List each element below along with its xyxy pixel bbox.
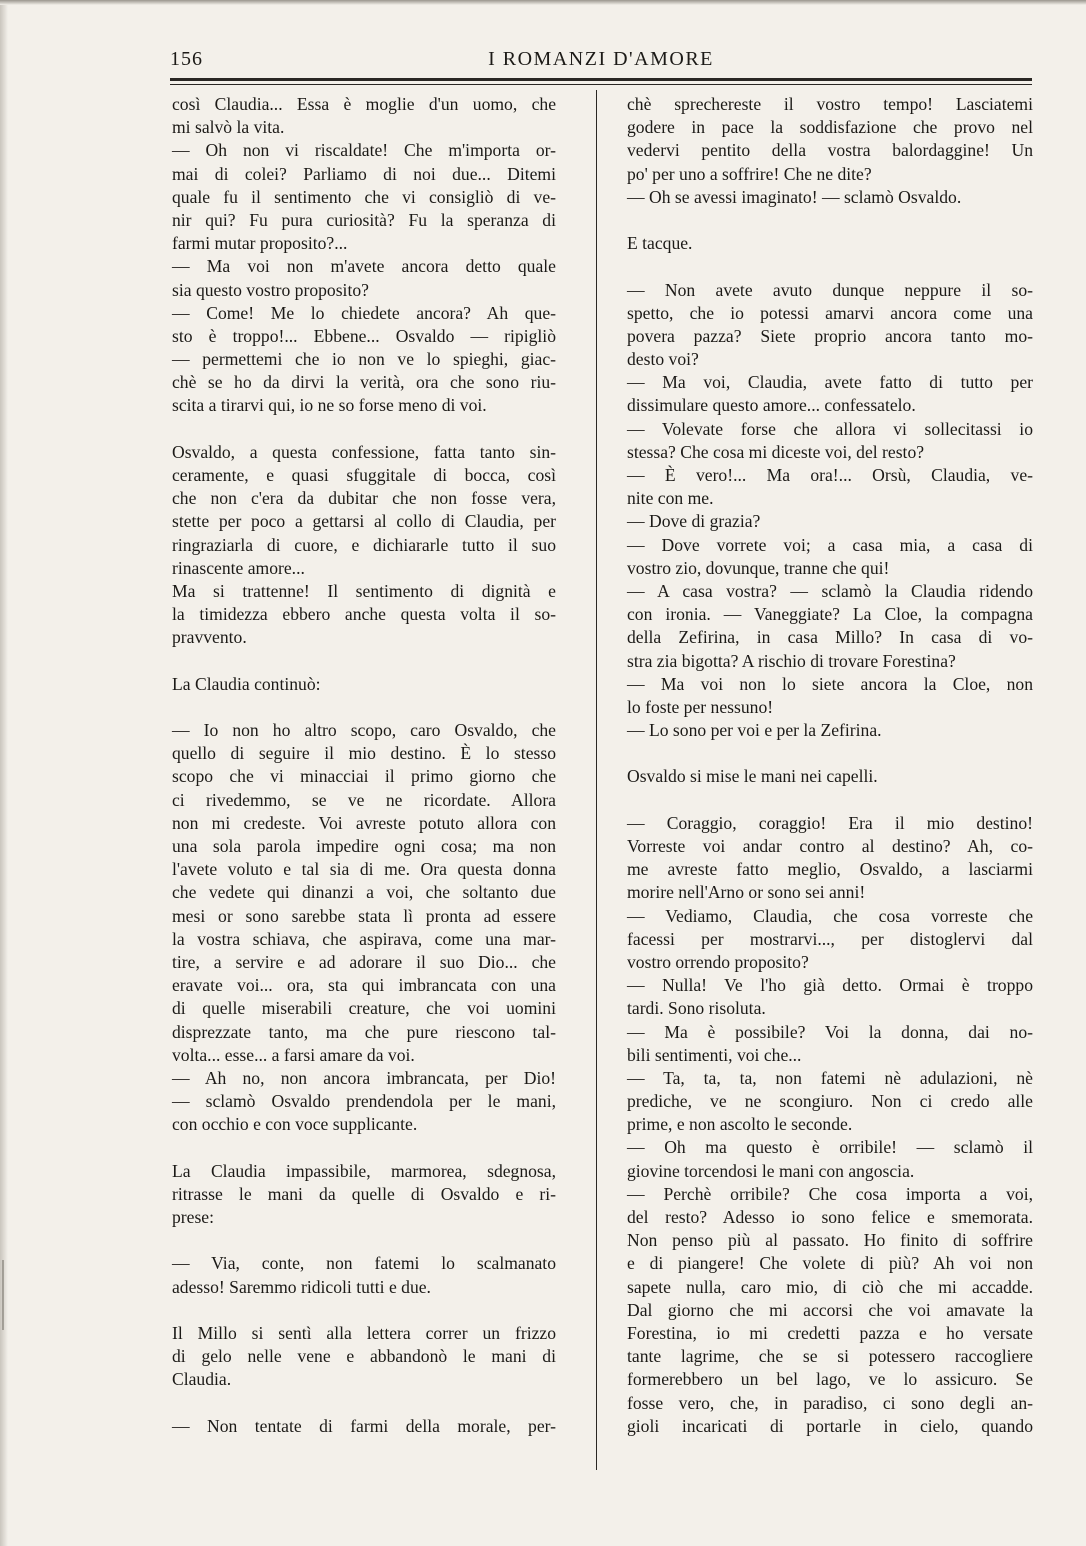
text-line: Il Millo si sentì alla lettera correr un frizzo (172, 1322, 556, 1343)
text-line: — Non tentate di farmi della morale, per- (172, 1415, 556, 1436)
text-line: desto voi? (627, 349, 699, 370)
right-text-column (627, 93, 1033, 1438)
text-line: — È vero!... Ma ora!... Orsù, Claudia, ve- (627, 465, 1033, 485)
text-line: l'avete voluto e tal sia di me. Ora questa donna (172, 859, 556, 880)
text-line: di gelo nelle vene e abbandonò le mani di (172, 1346, 556, 1367)
text-line: quale fu il sentimento che vi consigliò di ve- (172, 186, 556, 207)
text-line: — Ma voi non lo siete ancora la Cloe, non (627, 673, 1033, 694)
text-line: eravate voi... ora, sta qui imbrancata con una (172, 975, 556, 996)
text-line: con occhio e con voce supplicante. (172, 1114, 418, 1135)
text-line: po' per uno a soffrire! Che ne dite? (627, 163, 872, 184)
text-line: una sola parola impedire ogni cosa; ma non (172, 836, 556, 856)
text-line: — Vediamo, Claudia, che cosa vorreste che (627, 905, 1033, 926)
text-line: sia questo vostro proposito? (172, 279, 369, 300)
text-line: Osvaldo, a questa confessione, fatta tanto sin- (172, 441, 556, 462)
text-line: — Io non ho altro scopo, caro Osvaldo, che (172, 720, 556, 741)
paragraph-gap (172, 1392, 556, 1415)
text-line: — Coraggio, coraggio! Era il mio destino! (627, 812, 1033, 833)
text-line: E tacque. (627, 233, 693, 254)
text-line: mai di colei? Parliamo di noi due... Ditemi (172, 163, 556, 184)
running-title: I ROMANZI D'AMORE (488, 48, 714, 70)
text-line: della Zefirina, in casa Millo? In casa di vo- (627, 627, 1033, 648)
page-header (170, 48, 1032, 78)
text-line: scopo che vi minacciai il primo giorno che (172, 766, 556, 787)
text-line: la timidezza ebbero anche questa volta il so- (172, 604, 556, 625)
text-line: Claudia. (172, 1369, 232, 1390)
text-line: sapete nulla, caro mio, di ciò che mi accadde. (627, 1276, 1033, 1297)
paragraph-gap (172, 1229, 556, 1252)
text-line: dissimulare questo amore... confessatelo. (627, 395, 916, 416)
paragraph-gap (627, 742, 1033, 765)
text-line: farmi mutar proposito?... (172, 233, 348, 254)
text-line: quello di seguire il mio destino. È lo stesso (172, 743, 556, 764)
text-line: adesso! Saremmo ridicoli tutti e due. (172, 1276, 431, 1297)
text-line: ritrasse le mani da quelle di Osvaldo e ri- (172, 1183, 556, 1204)
paragraph-gap (627, 209, 1033, 232)
text-line: così Claudia... Essa è moglie d'un uomo, che (172, 94, 556, 114)
text-line: morire nell'Arno or sono sei anni! (627, 882, 866, 903)
text-line: la vostra schiava, che aspirava, come una mar- (172, 928, 556, 949)
text-line: bili sentimenti, voi che... (627, 1044, 802, 1065)
text-line: prediche, ve ne scongiuro. Non ci credo alle (627, 1091, 1033, 1112)
text-line: me avreste fatto meglio, Osvaldo, a lasciarmi (627, 859, 1033, 880)
text-line: pravvento. (172, 627, 247, 648)
text-line: chè sprechereste il vostro tempo! Lasciatemi (627, 94, 1033, 114)
header-rule-thin (170, 84, 1032, 85)
scan-top-edge (0, 0, 1086, 5)
text-line: — Oh non vi riscaldate! Che m'importa or- (172, 140, 556, 161)
text-line: — Non avete avuto dunque neppure il so- (627, 279, 1033, 300)
text-line: che non c'era da dubitar che non fosse vera, (172, 488, 556, 509)
text-line: — Lo sono per voi e per la Zefirina. (627, 720, 882, 741)
text-line: vedervi pentito della vostra balordaggine! Un (627, 140, 1033, 161)
text-line: non mi credeste. Voi avreste potuto allora con (172, 812, 556, 833)
paragraph-gap (172, 696, 556, 719)
text-line: tante lagrime, che se si potessero raccogliere (627, 1346, 1033, 1367)
text-line: — Ma voi non m'avete ancora detto quale (172, 256, 556, 277)
text-line: — Dove vorrete voi; a casa mia, a casa di (627, 534, 1033, 555)
text-line: vostro zio, dovunque, tranne che qui! (627, 557, 890, 578)
text-line: ceramente, e quasi sfuggitale di bocca, così (172, 465, 556, 485)
text-line: godere in pace la soddisfazione che provo nel (627, 117, 1033, 138)
paragraph-gap (172, 1299, 556, 1322)
text-line: Dal giorno che mi accorsi che voi amavate la (627, 1299, 1033, 1320)
text-line: facessi per mostrarvi..., per distoglervi dal (627, 928, 1033, 949)
text-line: gioli incaricati di portarle in cielo, quando (627, 1415, 1033, 1436)
text-line: Forestina, io mi credetti pazza e ho versate (627, 1322, 1033, 1343)
text-line: nite con me. (627, 488, 714, 509)
text-line: — Perchè orribile? Che cosa importa a voi, (627, 1183, 1033, 1204)
text-line: mi salvò la vita. (172, 117, 285, 138)
text-line: stra zia bigotta? A rischio di trovare Forestina? (627, 650, 956, 671)
text-line: scita a tirarvi qui, io ne so forse meno di voi. (172, 395, 487, 416)
text-line: tire, a servire e ad adorare il suo Dio... che (172, 951, 556, 972)
text-line: — permettemi che io non ve lo spieghi, giac- (172, 349, 556, 370)
text-line: — Dove di grazia? (627, 511, 761, 532)
paragraph-gap (627, 255, 1033, 278)
text-line: Osvaldo si mise le mani nei capelli. (627, 766, 878, 787)
page-number: 156 (170, 48, 203, 70)
column-divider (596, 90, 597, 1470)
text-line: e di piangere! Che volete di più? Ah voi non (627, 1253, 1033, 1274)
text-line: — Ah no, non ancora imbrancata, per Dio! (172, 1067, 556, 1088)
text-line: tardi. Sono risoluta. (627, 998, 766, 1019)
text-line: Non penso più al passato. Ho finito di soffrire (627, 1230, 1033, 1251)
text-line: Ma si trattenne! Il sentimento di dignità e (172, 580, 556, 601)
text-line: fosse vero, che, in paradiso, ci sono degli an- (627, 1392, 1033, 1413)
text-line: prime, e non ascolto le seconde. (627, 1114, 853, 1135)
text-line: — Ma voi, Claudia, avete fatto di tutto per (627, 372, 1033, 393)
text-line: stette per poco a gettarsi al collo di Claudia, per (172, 511, 556, 532)
paragraph-gap (627, 789, 1033, 812)
text-line: nir qui? Fu pura curiosità? Fu la speranza di (172, 209, 556, 230)
text-line: — Nulla! Ve l'ho già detto. Ormai è troppo (627, 975, 1033, 996)
paragraph-gap (172, 1136, 556, 1159)
text-line: — A casa vostra? — sclamò la Claudia ridendo (627, 580, 1033, 601)
text-line: chè se ho da dirvi la verità, ora che sono riu- (172, 372, 556, 393)
text-line: La Claudia impassibile, marmorea, sdegnosa, (172, 1160, 556, 1181)
text-line: lo foste per nessuno! (627, 696, 774, 717)
margin-mark (2, 1260, 4, 1330)
text-line: che vedete qui dinanzi a voi, che soltanto due (172, 882, 556, 903)
text-line: Vorreste voi andar contro al destino? Ah, co- (627, 836, 1033, 856)
text-line: ringraziarla di cuore, e dichiararle tutto il suo (172, 534, 556, 555)
text-line: vostro orrendo proposito? (627, 951, 809, 972)
text-line: stessa? Che cosa mi diceste voi, del resto? (627, 441, 925, 462)
text-line: — Ta, ta, ta, non fatemi nè adulazioni, nè (627, 1067, 1033, 1088)
text-line: La Claudia continuò: (172, 673, 321, 694)
text-line: povera pazza? Siete proprio ancora tanto mo- (627, 325, 1033, 346)
text-line: del resto? Adesso io sono felice e smemorata. (627, 1207, 1033, 1227)
text-line: sto è troppo!... Ebbene... Osvaldo — ripigliò (172, 325, 556, 346)
text-line: formerebbero un bel lago, ve lo assicuro. Se (627, 1369, 1033, 1390)
text-line: spetto, che io potessi amarvi ancora come una (627, 302, 1033, 323)
text-line: di quelle miserabili creature, che voi uomini (172, 998, 556, 1019)
text-line: — Volevate forse che allora vi sollecitassi io (627, 418, 1033, 439)
text-line: — Via, conte, non fatemi lo scalmanato (172, 1253, 556, 1274)
text-line: volta... esse... a farsi amare da voi. (172, 1044, 415, 1065)
text-line: mesi or sono sarebbe stata lì pronta ad essere (172, 905, 556, 926)
header-rule-thick (170, 78, 1032, 81)
paragraph-gap (172, 418, 556, 441)
text-line: — Come! Me lo chiedete ancora? Ah que- (172, 302, 556, 323)
text-line: — Oh se avessi imaginato! — sclamò Osvaldo. (627, 186, 962, 207)
left-text-column (172, 93, 556, 1438)
text-line: prese: (172, 1207, 215, 1227)
text-line: — Ma è possibile? Voi la donna, dai no- (627, 1021, 1033, 1042)
text-line: con ironia. — Vaneggiate? La Cloe, la compagna (627, 604, 1033, 625)
text-line: rinascente amore... (172, 557, 305, 578)
text-line: ci rivedemmo, se ve ne ricordate. Allora (172, 789, 556, 810)
text-line: — sclamò Osvaldo prendendola per le mani, (172, 1091, 556, 1112)
text-line: giovine torcendosi le mani con angoscia. (627, 1160, 915, 1181)
text-line: disprezzate tanto, ma che pure riescono tal- (172, 1021, 556, 1042)
paragraph-gap (172, 650, 556, 673)
text-line: — Oh ma questo è orribile! — sclamò il (627, 1137, 1033, 1158)
